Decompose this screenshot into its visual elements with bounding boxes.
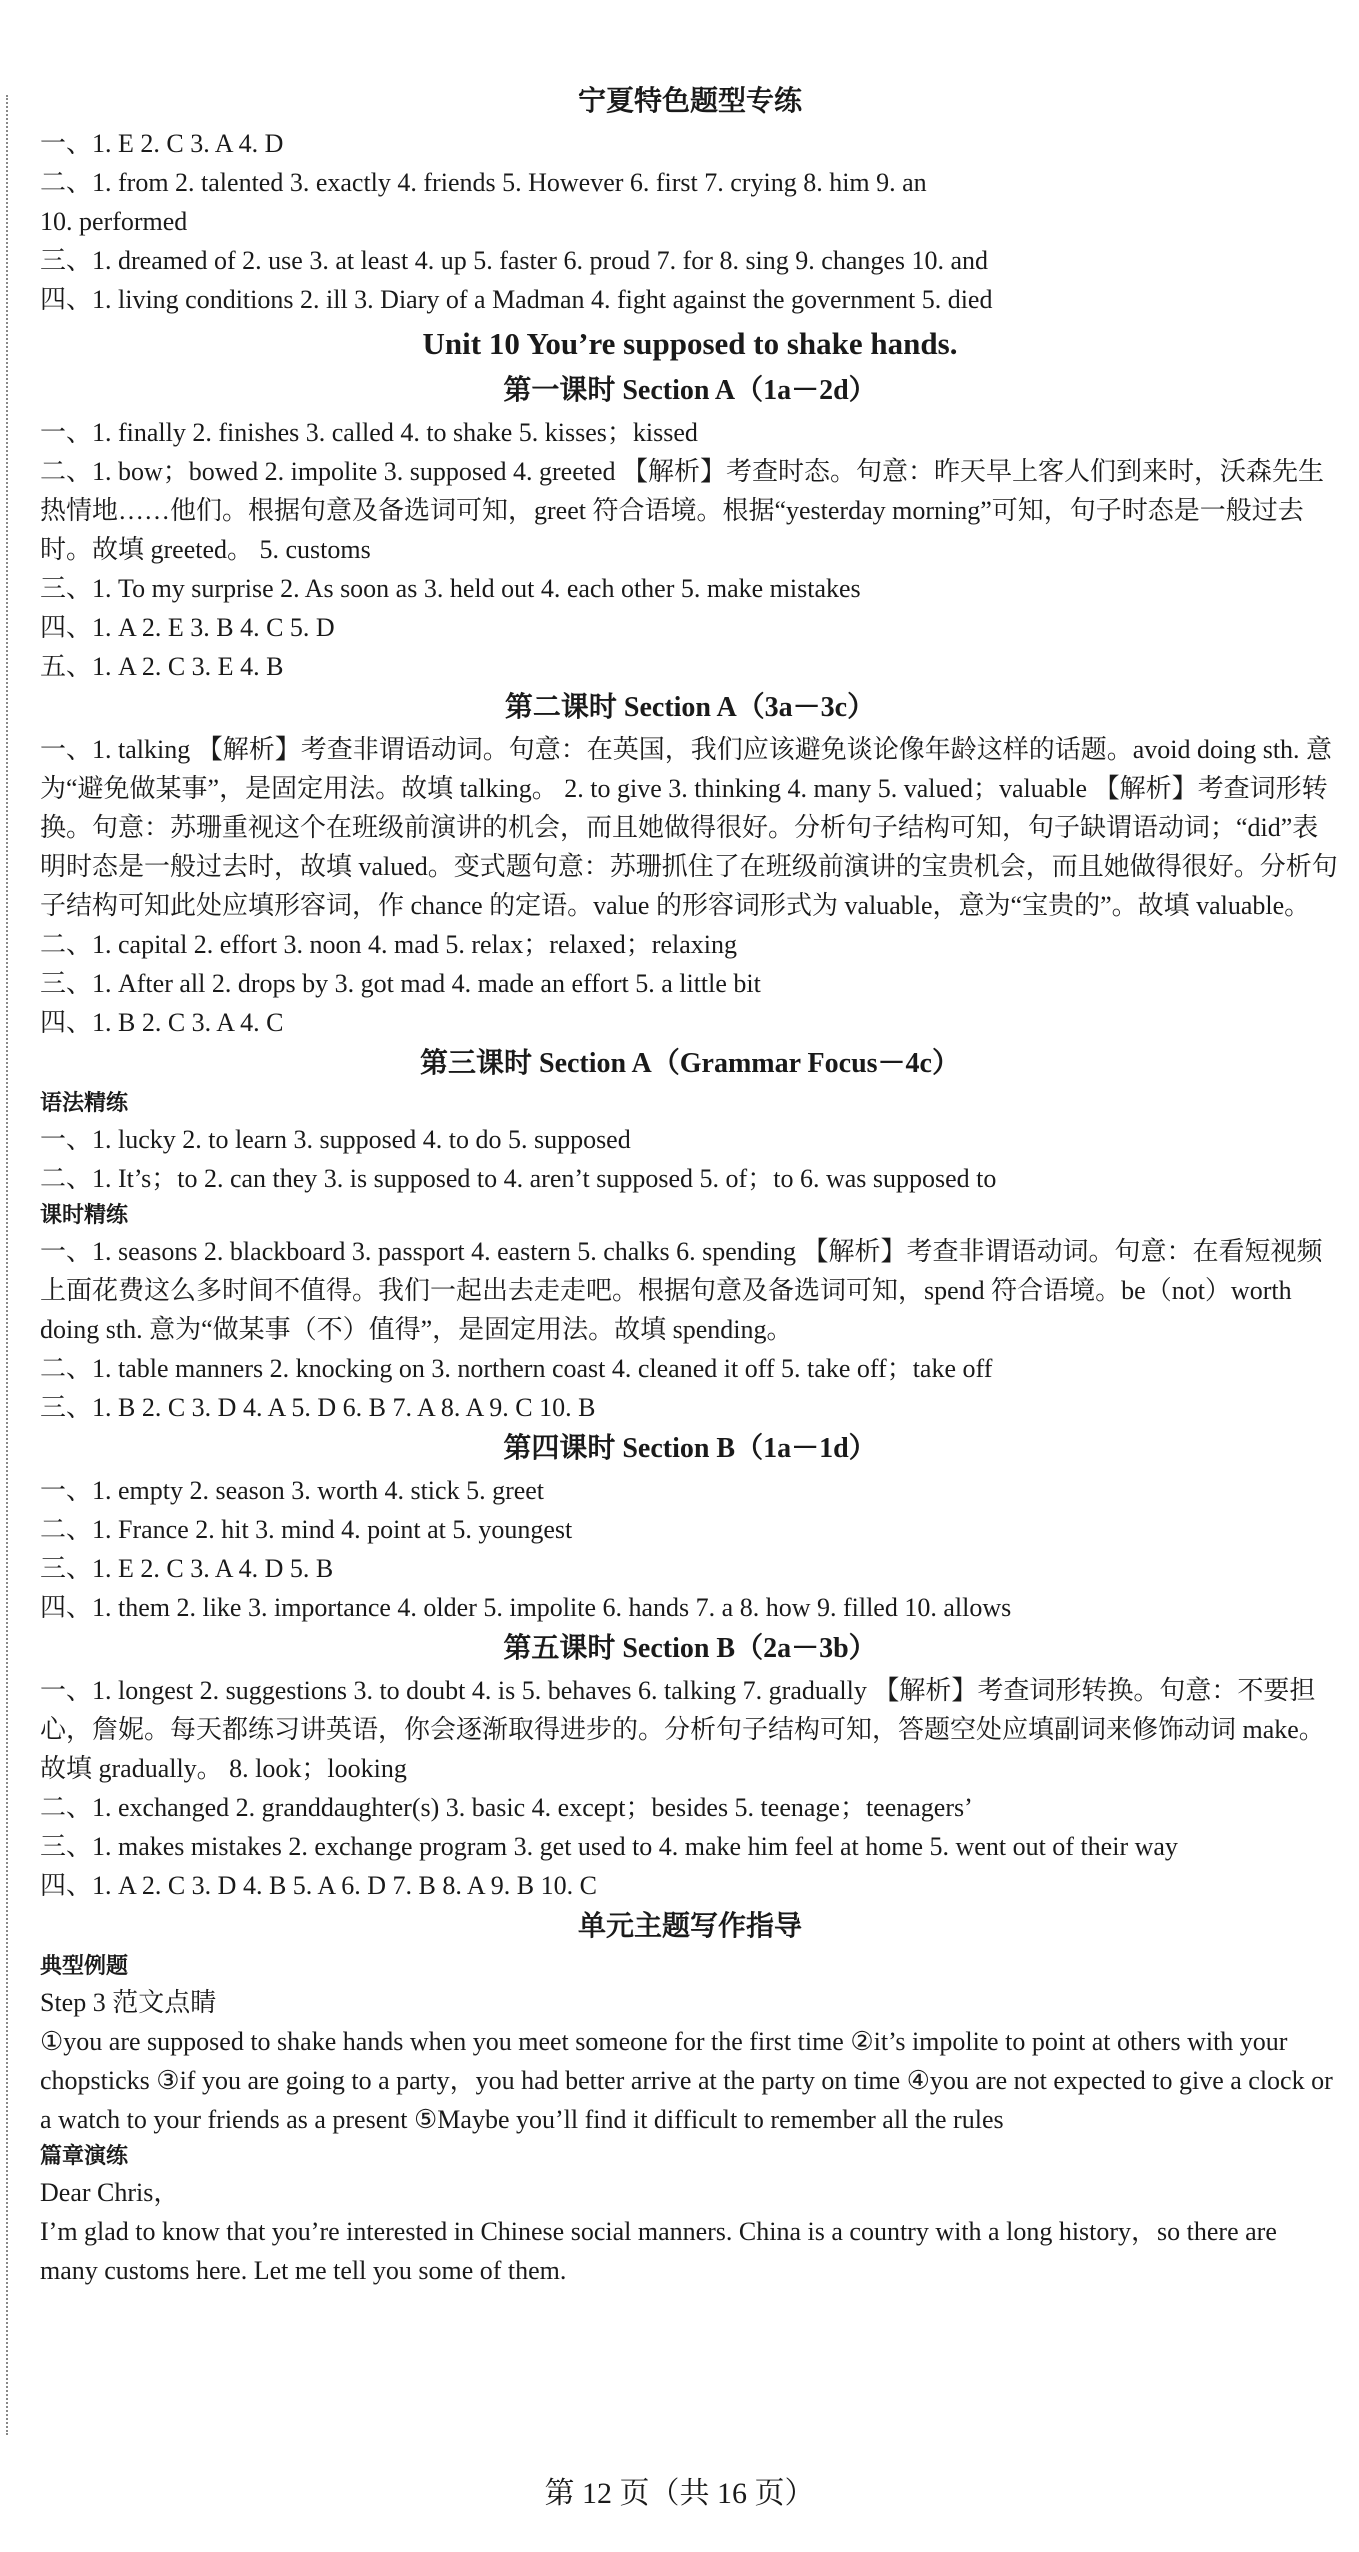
answer-line: 三、1. dreamed of 2. use 3. at least 4. up 5. faster 6. proud 7. for 8. sing 9. changes 10. and [40, 246, 989, 275]
answer-line: 一、1. finally 2. finishes 3. called 4. to shake 5. kisses；kissed [40, 418, 698, 447]
answer-line: 三、1. B 2. C 3. D 4. A 5. D 6. B 7. A 8. A 9. C 10. B [40, 1393, 596, 1422]
section-heading: 第四课时 Section B（1a－1d） [503, 1433, 877, 1464]
subsection-label: 典型例题 [40, 1953, 129, 1978]
answer-line: 二、1. capital 2. effort 3. noon 4. mad 5. relax；relaxed；relaxing [40, 930, 737, 959]
answer-line: 四、1. A 2. E 3. B 4. C 5. D [40, 613, 335, 642]
answer-line: ①you are supposed to shake hands when you meet someone for the first time ②it’s impolite to point at others with your chopsticks ③if you are going to a party，you had better arrive at the party on time ④you are not expected to give a clock or a watch to your friends as a present ⑤Maybe you’ll find it difficult to remember all the rules [40, 2027, 1333, 2134]
answer-line: 二、1. table manners 2. knocking on 3. northern coast 4. cleaned it off 5. take off；take off [40, 1354, 993, 1383]
section-heading: 第一课时 Section A（1a－2d） [503, 375, 877, 406]
answer-line: 四、1. them 2. like 3. importance 4. older 5. impolite 6. hands 7. a 8. how 9. filled 10. allows [40, 1593, 1012, 1622]
answer-line: 一、1. empty 2. season 3. worth 4. stick 5. greet [40, 1476, 545, 1505]
answer-line: 一、1. talking 【解析】考查非谓语动词。句意：在英国，我们应该避免谈论像年龄这样的话题。avoid doing sth. 意为“避免做某事”，是固定用法。故填 talking。 2. to give 3. thinking 4. many 5. valued；valuable 【解析】考查词形转换。句意：苏珊重视这个在班级前演讲的机会，而且她做得很好。分析句子结构可知，句子缺谓语动词；“did”表明时态是一般过去时，故填 valued。变式题句意：苏珊抓住了在班级前演讲的宝贵机会，而且她做得很好。分析句子结构可知此处应填形容词，作 chance 的定语。value 的形容词形式为 valuable，意为“宝贵的”。故填 valuable。 [40, 735, 1338, 920]
section-heading: 第三课时 Section A（Grammar Focus－4c） [420, 1048, 960, 1079]
subsection-label: 篇章演练 [40, 2143, 129, 2168]
subsection-label: 课时精练 [40, 1202, 129, 1227]
section-heading: Unit 10 You’re supposed to shake hands. [422, 326, 958, 361]
answer-line: 一、1. lucky 2. to learn 3. supposed 4. to do 5. supposed [40, 1125, 631, 1154]
answer-key-content [40, 80, 1340, 2290]
answer-line: I’m glad to know that you’re interested in Chinese social manners. China is a country with a long history，so there are many customs here. Let me tell you some of them. [40, 2217, 1277, 2285]
answer-line: 二、1. bow；bowed 2. impolite 3. supposed 4. greeted 【解析】考查时态。句意：昨天早上客人们到来时，沃森先生热情地……他们。根据句意及备选词可知，greet 符合语境。根据“yesterday morning”可知，句子时态是一般过去时。故填 greeted。 5. customs [40, 457, 1325, 564]
answer-line: Step 3 范文点睛 [40, 1988, 217, 2017]
answer-line: 二、1. from 2. talented 3. exactly 4. friends 5. However 6. first 7. crying 8. him 9. an [40, 168, 927, 197]
answer-line: 一、1. seasons 2. blackboard 3. passport 4. eastern 5. chalks 6. spending 【解析】考查非谓语动词。句意：在看短视频上面花费这么多时间不值得。我们一起出去走走吧。根据句意及备选词可知，spend 符合语境。be（not）worth doing sth. 意为“做某事（不）值得”，是固定用法。故填 spending。 [40, 1237, 1323, 1344]
page-number-footer: 第 12 页（共 16 页） [544, 2477, 815, 2510]
answer-line: Dear Chris， [40, 2178, 180, 2207]
section-heading: 宁夏特色题型专练 [577, 86, 802, 117]
answer-line: 二、1. exchanged 2. granddaughter(s) 3. basic 4. except；besides 5. teenage；teenagers’ [40, 1793, 973, 1822]
answer-line: 三、1. E 2. C 3. A 4. D 5. B [40, 1554, 334, 1583]
section-heading: 第五课时 Section B（2a－3b） [503, 1633, 877, 1664]
subsection-label: 语法精练 [40, 1090, 129, 1115]
answer-line: 二、1. France 2. hit 3. mind 4. point at 5. youngest [40, 1515, 573, 1544]
answer-line: 三、1. After all 2. drops by 3. got mad 4. made an effort 5. a little bit [40, 969, 761, 998]
answer-line: 四、1. A 2. C 3. D 4. B 5. A 6. D 7. B 8. A 9. B 10. C [40, 1871, 597, 1900]
answer-line: 三、1. To my surprise 2. As soon as 3. held out 4. each other 5. make mistakes [40, 574, 861, 603]
answer-line: 10. performed [40, 207, 188, 236]
answer-line: 三、1. makes mistakes 2. exchange program 3. get used to 4. make him feel at home 5. went out of their way [40, 1832, 1178, 1861]
answer-line: 一、1. longest 2. suggestions 3. to doubt 4. is 5. behaves 6. talking 7. gradually 【解析】考查词形转换。句意：不要担心，詹妮。每天都练习讲英语，你会逐渐取得进步的。分析句子结构可知，答题空处应填副词来修饰动词 make。故填 gradually。 8. look；looking [40, 1676, 1325, 1783]
answer-line: 二、1. It’s；to 2. can they 3. is supposed to 4. aren’t supposed 5. of；to 6. was supposed to [40, 1164, 997, 1193]
answer-line: 四、1. living conditions 2. ill 3. Diary of a Madman 4. fight against the government 5. died [40, 285, 993, 314]
section-heading: 第二课时 Section A（3a－3c） [504, 692, 876, 723]
section-heading: 单元主题写作指导 [577, 1911, 802, 1942]
binding-margin-dotted-line [6, 95, 8, 2435]
answer-line: 一、1. E 2. C 3. A 4. D [40, 129, 284, 158]
answer-line: 四、1. B 2. C 3. A 4. C [40, 1008, 284, 1037]
answer-line: 五、1. A 2. C 3. E 4. B [40, 652, 284, 681]
